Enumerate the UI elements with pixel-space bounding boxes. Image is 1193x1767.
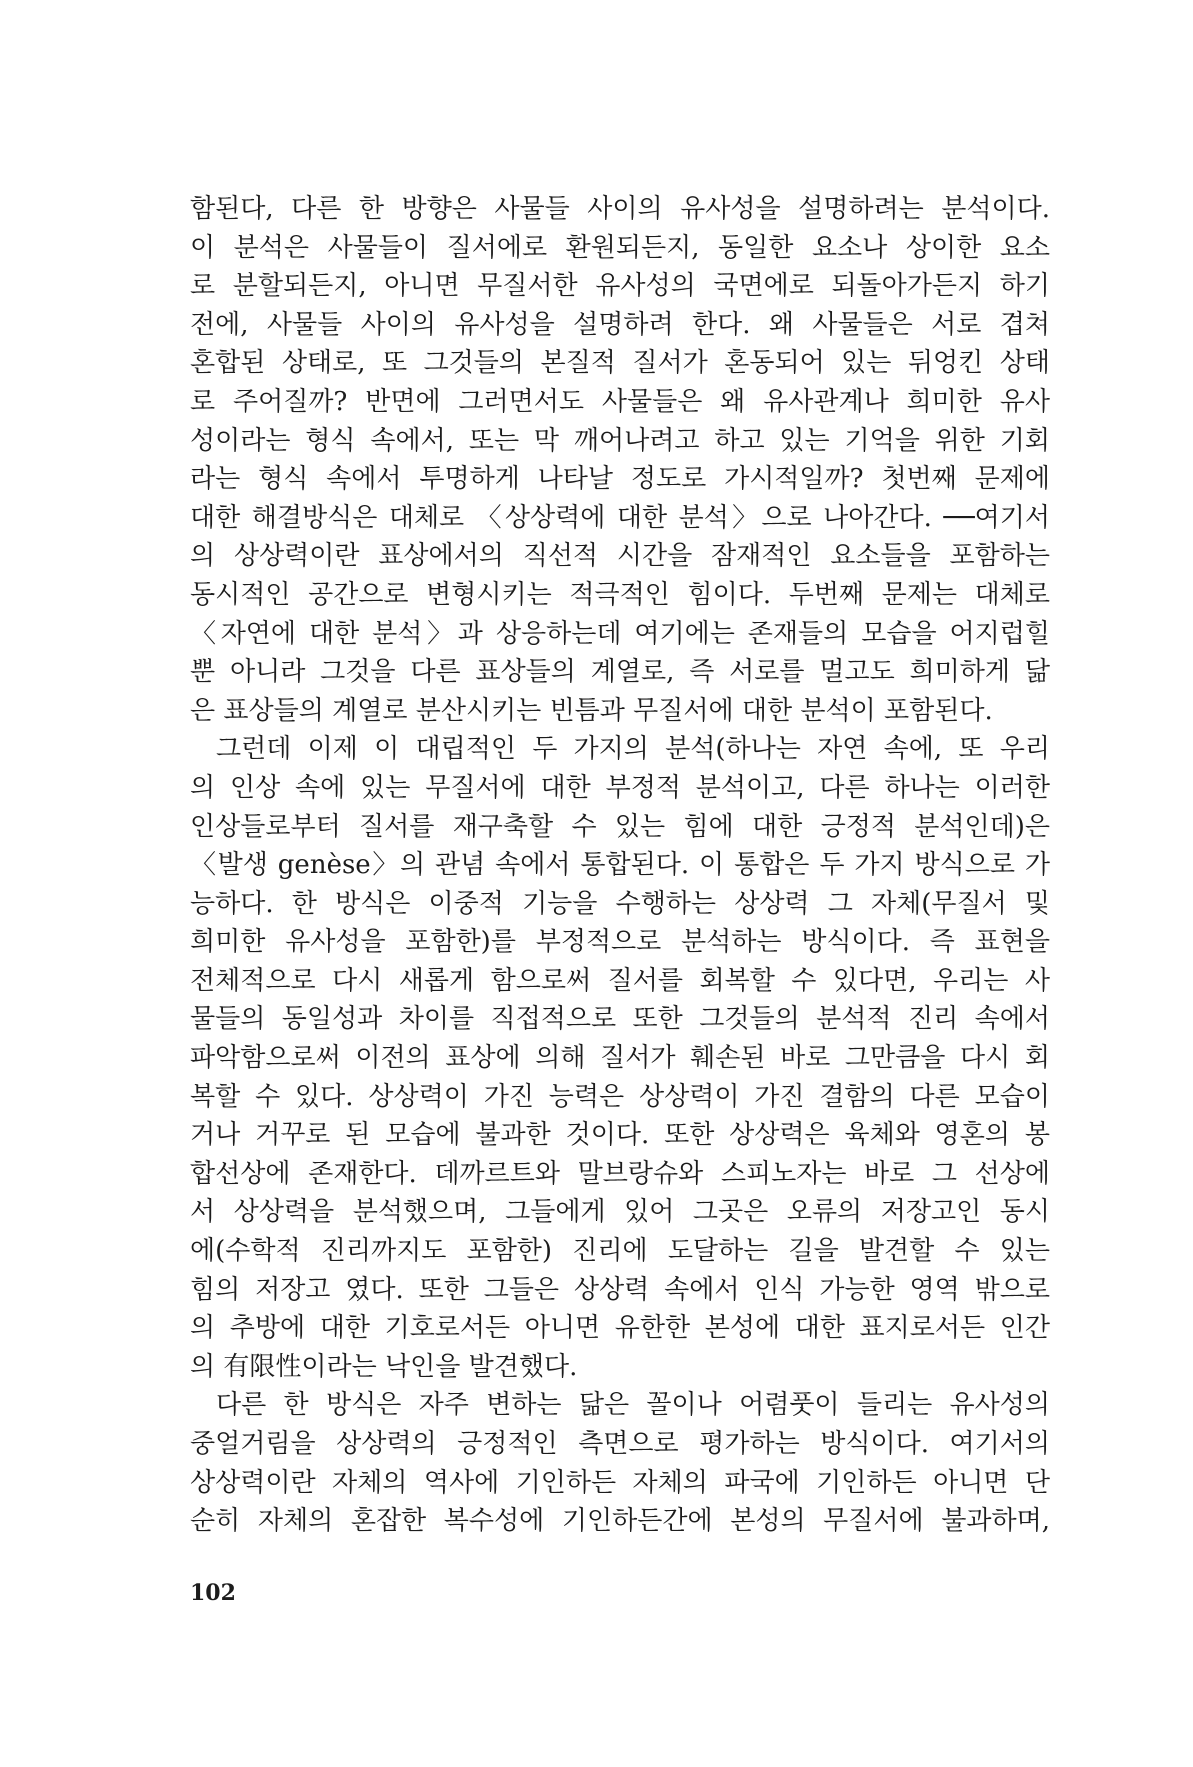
text-line: 전에, 사물들 사이의 유사성을 설명하려 한다. 왜 사물들은 서로 겹쳐 bbox=[190, 309, 1050, 340]
text-line: 로 주어질까? 반면에 그러면서도 사물들은 왜 유사관계나 희미한 유사 bbox=[190, 386, 1050, 417]
text-line: 〈발생 genèse〉의 관념 속에서 통합된다. 이 통합은 두 가지 방식으로 가 bbox=[190, 850, 1050, 881]
text-line: 의 有限性이라는 낙인을 발견했다. bbox=[190, 1351, 578, 1382]
text-line: 의 상상력이란 표상에서의 직선적 시간을 잠재적인 요소들을 포함하는 bbox=[190, 541, 1050, 572]
text-line: 파악함으로써 이전의 표상에 의해 질서가 훼손된 바로 그만큼을 다시 회 bbox=[190, 1043, 1050, 1074]
text-line: 다른 한 방식은 자주 변하는 닮은 꼴이나 어렴풋이 들리는 유사성의 bbox=[216, 1390, 1050, 1421]
text-line: 의 인상 속에 있는 무질서에 대한 부정적 분석이고, 다른 하나는 이러한 bbox=[190, 772, 1050, 803]
text-line: 혼합된 상태로, 또 그것들의 본질적 질서가 혼동되어 있는 뒤엉킨 상태 bbox=[190, 348, 1050, 379]
page-number: 102 bbox=[190, 1580, 236, 1606]
text-line: 인상들로부터 질서를 재구축할 수 있는 힘에 대한 긍정적 분석인데)은 bbox=[190, 811, 1050, 842]
text-line: 상상력이란 자체의 역사에 기인하든 자체의 파국에 기인하든 아니면 단 bbox=[190, 1467, 1050, 1498]
page-body bbox=[190, 190, 1050, 1541]
text-line: 이 분석은 사물들이 질서에로 환원되든지, 동일한 요소나 상이한 요소 bbox=[190, 232, 1050, 263]
text-line: 합선상에 존재한다. 데까르트와 말브랑슈와 스피노자는 바로 그 선상에 bbox=[190, 1158, 1050, 1189]
text-line: 성이라는 형식 속에서, 또는 막 깨어나려고 하고 있는 기억을 위한 기회 bbox=[190, 425, 1050, 456]
text-line: 그런데 이제 이 대립적인 두 가지의 분석(하나는 자연 속에, 또 우리 bbox=[216, 734, 1050, 765]
text-line: 에(수학적 진리까지도 포함한) 진리에 도달하는 길을 발견할 수 있는 bbox=[190, 1236, 1050, 1267]
paragraph-3 bbox=[190, 1386, 1050, 1540]
text-line: 〈자연에 대한 분석〉과 상응하는데 여기에는 존재들의 모습을 어지럽힐 bbox=[190, 618, 1050, 649]
text-line: 힘의 저장고 였다. 또한 그들은 상상력 속에서 인식 가능한 영역 밖으로 bbox=[190, 1274, 1050, 1305]
text-line: 의 추방에 대한 기호로서든 아니면 유한한 본성에 대한 표지로서든 인간 bbox=[190, 1313, 1050, 1344]
text-line: 서 상상력을 분석했으며, 그들에게 있어 그곳은 오류의 저장고인 동시 bbox=[190, 1197, 1050, 1228]
text-line: 함된다, 다른 한 방향은 사물들 사이의 유사성을 설명하려는 분석이다. bbox=[190, 194, 1050, 224]
text-line: 동시적인 공간으로 변형시키는 적극적인 힘이다. 두번째 문제는 대체로 bbox=[190, 579, 1050, 610]
text-line: 물들의 동일성과 차이를 직접적으로 또한 그것들의 분석적 진리 속에서 bbox=[190, 1004, 1050, 1035]
text-line: 능하다. 한 방식은 이중적 기능을 수행하는 상상력 그 자체(무질서 및 bbox=[190, 888, 1050, 919]
paragraph-1 bbox=[190, 190, 1050, 730]
text-line: 복할 수 있다. 상상력이 가진 능력은 상상력이 가진 결함의 다른 모습이 bbox=[190, 1081, 1050, 1112]
text-line: 거나 거꾸로 된 모습에 불과한 것이다. 또한 상상력은 육체와 영혼의 봉 bbox=[190, 1120, 1050, 1151]
text-line: 순히 자체의 혼잡한 복수성에 기인하든간에 본성의 무질서에 불과하며, bbox=[190, 1506, 1050, 1537]
text-line: 라는 형식 속에서 투명하게 나타날 정도로 가시적일까? 첫번째 문제에 bbox=[190, 464, 1050, 495]
text-line: 은 표상들의 계열로 분산시키는 빈틈과 무질서에 대한 분석이 포함된다. bbox=[190, 695, 993, 726]
text-line: 희미한 유사성을 포함한)를 부정적으로 분석하는 방식이다. 즉 표현을 bbox=[190, 927, 1050, 958]
paragraph-2 bbox=[190, 730, 1050, 1386]
text-line: 중얼거림을 상상력의 긍정적인 측면으로 평가하는 방식이다. 여기서의 bbox=[190, 1429, 1050, 1459]
text-line: 로 분할되든지, 아니면 무질서한 유사성의 국면에로 되돌아가든지 하기 bbox=[190, 271, 1050, 302]
text-line: 뿐 아니라 그것을 다른 표상들의 계열로, 즉 서로를 멀고도 희미하게 닮 bbox=[190, 657, 1050, 688]
text-line: 대한 해결방식은 대체로 〈상상력에 대한 분석〉으로 나아간다. ──여기서 bbox=[190, 502, 1050, 533]
text-line: 전체적으로 다시 새롭게 함으로써 질서를 회복할 수 있다면, 우리는 사 bbox=[190, 965, 1050, 996]
